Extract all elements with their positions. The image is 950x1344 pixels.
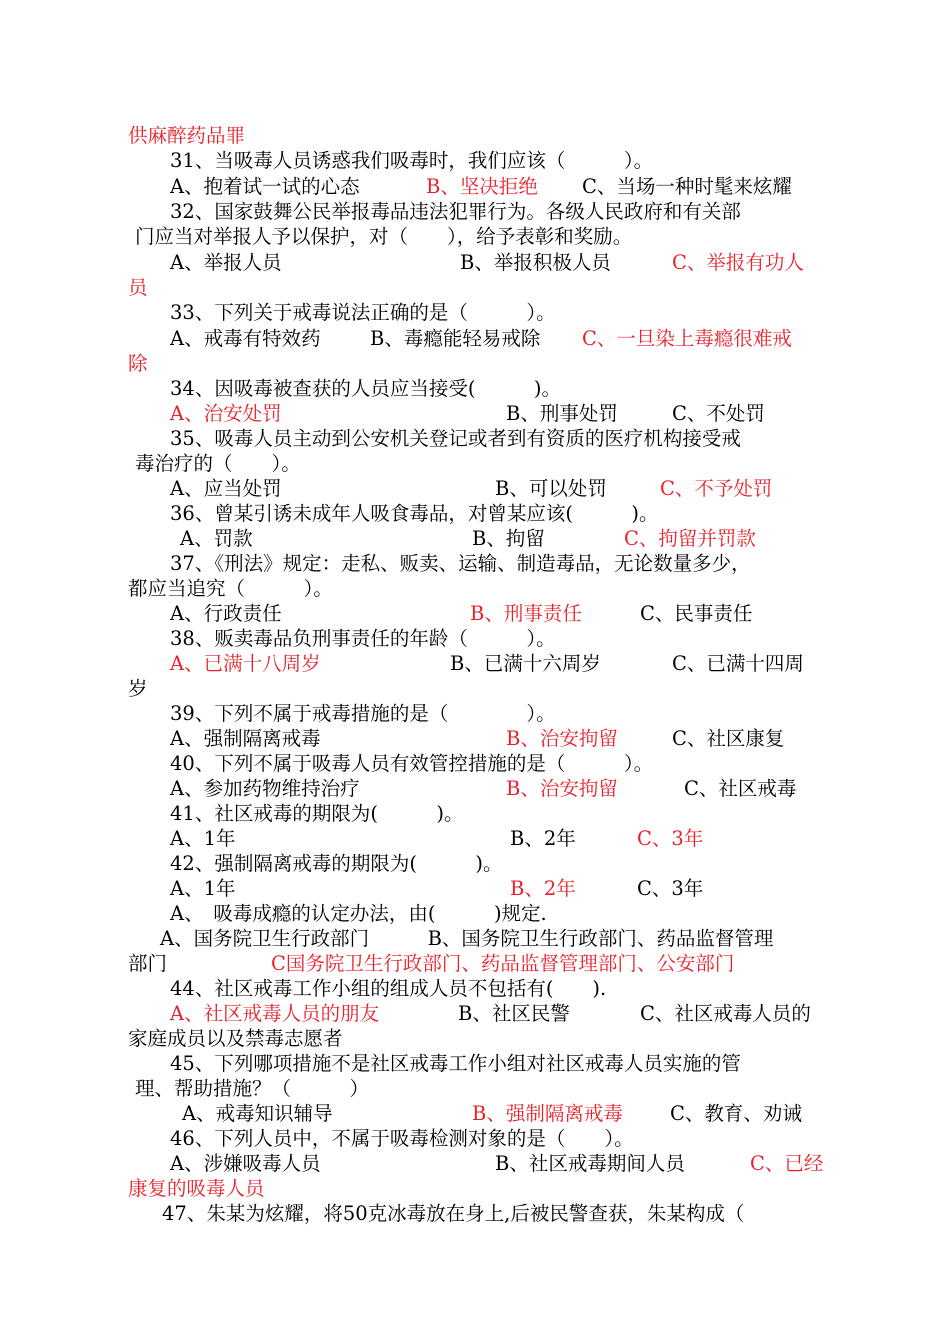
question-text: 岁: [128, 677, 148, 700]
question-text: 44、社区戒毒工作小组的组成人员不包括有( ).: [170, 977, 607, 1000]
question-text: 38、贩卖毒品负刑事责任的年龄（ ）。: [170, 627, 556, 650]
question-35-cont: [135, 451, 301, 476]
question-31: [170, 148, 653, 173]
question-text: 39、下列不属于戒毒措施的是（ ）。: [170, 702, 556, 725]
option-a: A、抱着试一试的心态: [170, 175, 360, 198]
option-text: 部门: [128, 952, 168, 975]
option-a: A、罚款: [180, 527, 253, 550]
question-32-cont: [135, 224, 632, 249]
option-a: A、戒毒知识辅导: [182, 1102, 333, 1125]
question-text: 毒治疗的（ ）。: [135, 452, 301, 475]
option-a: A、参加药物维持治疗: [170, 777, 360, 800]
option-b-answer: B、治安拘留: [506, 727, 618, 750]
question-text: 理、帮助措施？（ ）: [135, 1077, 370, 1100]
question-text: 40、下列不属于吸毒人员有效管控措施的是（ ）。: [170, 752, 654, 775]
question-text: 34、因吸毒被查获的人员应当接受( )。: [170, 377, 562, 400]
question-text: 32、国家鼓舞公民举报毒品违法犯罪行为。各级人民政府和有关部: [170, 200, 741, 223]
answer-text: 供麻醉药品罪: [128, 124, 246, 147]
option-b-answer: B、2年: [510, 877, 576, 900]
option-c: C、已满十四周: [672, 652, 804, 675]
question-text: 门应当对举报人予以保护，对（ ），给予表彰和奖励。: [135, 225, 633, 248]
question-35: [170, 426, 741, 451]
question-text: A、 吸毒成瘾的认定办法，由( )规定.: [170, 902, 547, 925]
options-32: [170, 250, 850, 275]
question-45: [170, 1051, 741, 1076]
option-c-answer: C、一旦染上毒瘾很难戒: [582, 327, 792, 350]
option-b: B、刑事处罚: [506, 402, 618, 425]
text-line: [128, 275, 148, 300]
options-42: [170, 876, 850, 901]
question-text: 家庭成员以及禁毒志愿者: [128, 1027, 343, 1050]
options-46: [170, 1151, 850, 1176]
options-43-cont: [128, 951, 848, 976]
question-37: [170, 551, 751, 576]
question-text: 33、下列关于戒毒说法正确的是（ ）。: [170, 301, 556, 324]
options-38: [170, 651, 850, 676]
option-c-answer: C、3年: [637, 827, 704, 850]
option-b: B、举报积极人员: [460, 251, 611, 274]
question-text: 都应当追究（ ）。: [128, 577, 333, 600]
option-b: B、可以处罚: [495, 477, 607, 500]
question-40: [170, 751, 653, 776]
option-a-answer: A、已满十八周岁: [170, 652, 321, 675]
question-37-cont: [128, 576, 333, 601]
question-36: [170, 501, 659, 526]
question-text: A、国务院卫生行政部门 B、国务院卫生行政部门、药品监督管理: [160, 927, 774, 950]
option-c: C、社区康复: [672, 727, 785, 750]
option-c-answer: C国务院卫生行政部门、药品监督管理部门、公安部门: [271, 952, 735, 975]
options-40: [170, 776, 850, 801]
text-line: [128, 1176, 265, 1201]
options-34: [170, 401, 850, 426]
option-a-answer: A、治安处罚: [170, 402, 282, 425]
option-c-answer: C、已经: [750, 1152, 824, 1175]
question-32: [170, 199, 741, 224]
option-c: C、社区戒毒: [684, 777, 797, 800]
question-text: 35、吸毒人员主动到公安机关登记或者到有资质的医疗机构接受戒: [170, 427, 741, 450]
option-a: A、应当处罚: [170, 477, 282, 500]
options-41: [170, 826, 850, 851]
option-c-answer: C、举报有功人: [672, 251, 804, 274]
option-b: B、毒瘾能轻易戒除: [370, 327, 541, 350]
question-text: 36、曾某引诱未成年人吸食毒品，对曾某应该( )。: [170, 502, 659, 525]
option-a: A、行政责任: [170, 602, 282, 625]
question-text: 47、朱某为炫耀，将50克冰毒放在身上,后被民警查获，朱某构成（: [162, 1202, 745, 1225]
question-text: 37、《刑法》规定：走私、贩卖、运输、制造毒品，无论数量多少，: [170, 552, 751, 575]
question-46: [170, 1126, 634, 1151]
option-c: C、民事责任: [640, 602, 753, 625]
option-b-answer: B、坚决拒绝: [426, 175, 538, 198]
question-39: [170, 701, 556, 726]
option-c-answer: C、拘留并罚款: [624, 527, 756, 550]
question-text: 45、下列哪项措施不是社区戒毒工作小组对社区戒毒人员实施的管: [170, 1052, 741, 1075]
question-text: 42、强制隔离戒毒的期限为( )。: [170, 852, 503, 875]
question-47: [162, 1201, 744, 1226]
option-a: A、戒毒有特效药: [170, 327, 321, 350]
option-b: B、2年: [510, 827, 576, 850]
options-36: [180, 526, 860, 551]
option-b-answer: B、治安拘留: [506, 777, 618, 800]
option-a: A、1年: [170, 877, 236, 900]
text-line: [128, 351, 148, 376]
option-c: C、当场一种时髦来炫耀: [582, 175, 792, 198]
options-45: [182, 1101, 862, 1126]
question-text: 41、社区戒毒的期限为( )。: [170, 802, 464, 825]
options-44: [170, 1001, 850, 1026]
answer-text: 员: [128, 276, 148, 299]
options-43: [160, 926, 773, 951]
question-34: [170, 376, 561, 401]
options-35: [170, 476, 850, 501]
option-c-answer: C、不予处罚: [660, 477, 773, 500]
option-a: A、强制隔离戒毒: [170, 727, 321, 750]
question-41: [170, 801, 464, 826]
option-a: A、举报人员: [170, 251, 282, 274]
options-37: [170, 601, 850, 626]
option-b: B、已满十六周岁: [450, 652, 601, 675]
text-line: [128, 676, 148, 701]
question-45-cont: [135, 1076, 369, 1101]
option-c: C、教育、劝诫: [670, 1102, 802, 1125]
options-33: [170, 326, 850, 351]
options-39: [170, 726, 850, 751]
option-a: A、1年: [170, 827, 236, 850]
options-31: [170, 174, 850, 199]
answer-text: 除: [128, 352, 148, 375]
option-a: A、涉嫌吸毒人员: [170, 1152, 321, 1175]
option-c: C、社区戒毒人员的: [640, 1002, 811, 1025]
option-b: B、社区民警: [458, 1002, 570, 1025]
option-a-answer: A、社区戒毒人员的朋友: [170, 1002, 380, 1025]
option-c: C、3年: [637, 877, 704, 900]
question-38: [170, 626, 556, 651]
option-b: B、拘留: [472, 527, 545, 550]
option-c: C、不处罚: [672, 402, 765, 425]
text-line: [128, 123, 245, 148]
option-b-answer: B、强制隔离戒毒: [472, 1102, 623, 1125]
answer-text: 康复的吸毒人员: [128, 1177, 265, 1200]
question-text: 46、下列人员中，不属于吸毒检测对象的是（ ）。: [170, 1127, 634, 1150]
question-33: [170, 300, 556, 325]
question-43: [170, 901, 547, 926]
question-42: [170, 851, 503, 876]
question-text: 31、当吸毒人员诱惑我们吸毒时，我们应该（ ）。: [170, 149, 654, 172]
text-line: [128, 1026, 343, 1051]
option-b: B、社区戒毒期间人员: [495, 1152, 685, 1175]
question-44: [170, 976, 606, 1001]
option-b-answer: B、刑事责任: [470, 602, 582, 625]
